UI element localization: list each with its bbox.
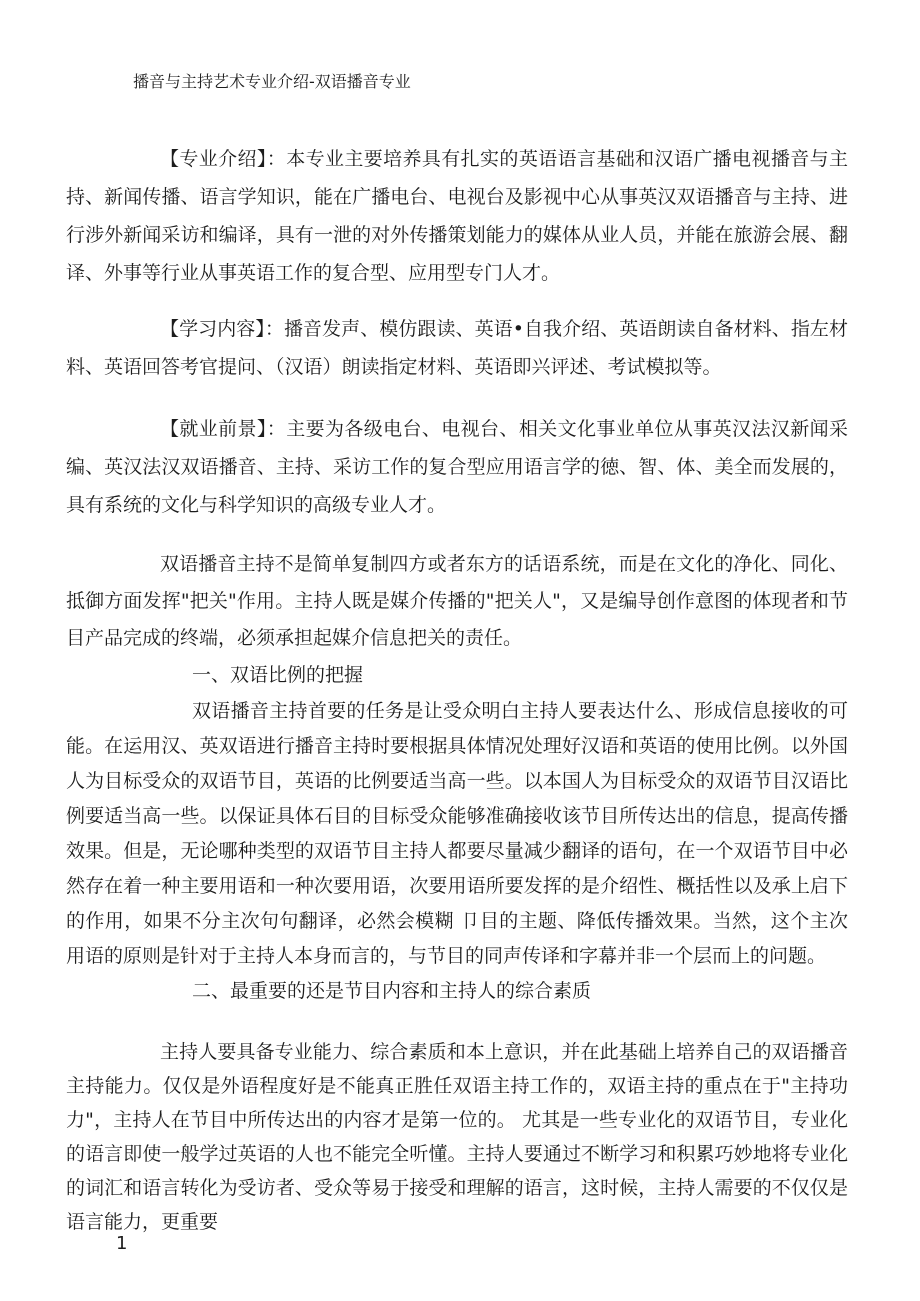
heading-host-quality: 二、最重要的还是节目内容和主持人的综合素质 [192,980,592,1002]
document-content [66,70,848,1239]
paragraph-gatekeeper: 双语播音主持不是简单复制四方或者东方的话语系统，而是在文化的净化、同化、抵御方面发挥"把关"作用。主持人既是媒介传播的"把关人"，又是编导创作意图的体现者和节目产品完成的终端，必须承担起媒介信息把关的责任。 [66,553,848,649]
paragraph-host-quality: 主持人要具备专业能力、综合素质和本上意识，并在此基础上培养自己的双语播音主持能力。仅仅是外语程度好是不能真正胜任双语主持工作的，双语主持的重点在于"主持功力"，主持人在节目中所传达出的内容才是第一位的。 尤其是一些专业化的双语节目，专业化的语言即使一般学过英语的人也不能完全听懂。主持人要通过不断学习和积累巧妙地将专业化的词汇和语言转化为受访者、受众等易于接受和理解的语言，这时候，主持人需要的不仅仅是语言能力，更重要 [66,1041,848,1233]
heading-bilingual-ratio: 一、双语比例的把握 [192,664,364,686]
document-title: 播音与主持艺术专业介绍-双语播音专业 [133,72,411,91]
paragraph-career-prospects: 【就业前景】：主要为各级电台、电视台、相关文化事业单位从事英汉法汉新闻采编、英汉法汉双语播音、主持、采访工作的复合型应用语言学的徳、智、体、美全而发展的，具有系统的文化与科学知识的高级专业人才。 [66,418,848,516]
paragraph-major-intro: 【专业介绍】：本专业主要培养具有扎实的英语语言基础和汉语广播电视播音与主持、新闻传播、语言学知识，能在广播电台、电视台及影视中心从事英汉双语播音与主持、进行涉外新闻采访和编译，具有一泄的对外传播策划能力的媒体从业人员，并能在旅游会展、翻译、外事等行业从事英语工作的复合型、应用型专门人才。 [66,148,848,284]
paragraph-bilingual-ratio: 双语播音主持首要的任务是让受众明白主持人要表达什么、形成信息接收的可能。在运用汉、英双语进行播音主持时要根据具体情况处理好汉语和英语的使用比例。以外国人为目标受众的双语节目，英语的比例要适当高一些。以本国人为目标受众的双语节目汉语比例要适当高一些。以保证具体石目的目标受众能够准确接收该节目所传达出的信息，提高传播效果。但是，无论哪种类型的双语节目主持人都要尽量减少翻译的语句，在一个双语节目中必然存在着一种主要用语和一种次要用语，次要用语所要发挥的是介绍性、概括性以及承上启下的作用，如果不分主次句句翻译，必然会模糊 卩目的主题、降低传播效果。当然，这个主次用语的原则是针对于主持人本身而言的，与节目的同声传译和字幕并非一个层而上的问题。 [66,700,848,967]
paragraph-study-content: 【学习内容】：播音发声、模仿跟读、英语•自我介绍、英语朗读自备材料、指左材料、英语回答考官提问、（汉语）朗读指定材料、英语即兴评述、考试模拟等。 [66,318,848,378]
page-number: 1 [116,1233,128,1254]
